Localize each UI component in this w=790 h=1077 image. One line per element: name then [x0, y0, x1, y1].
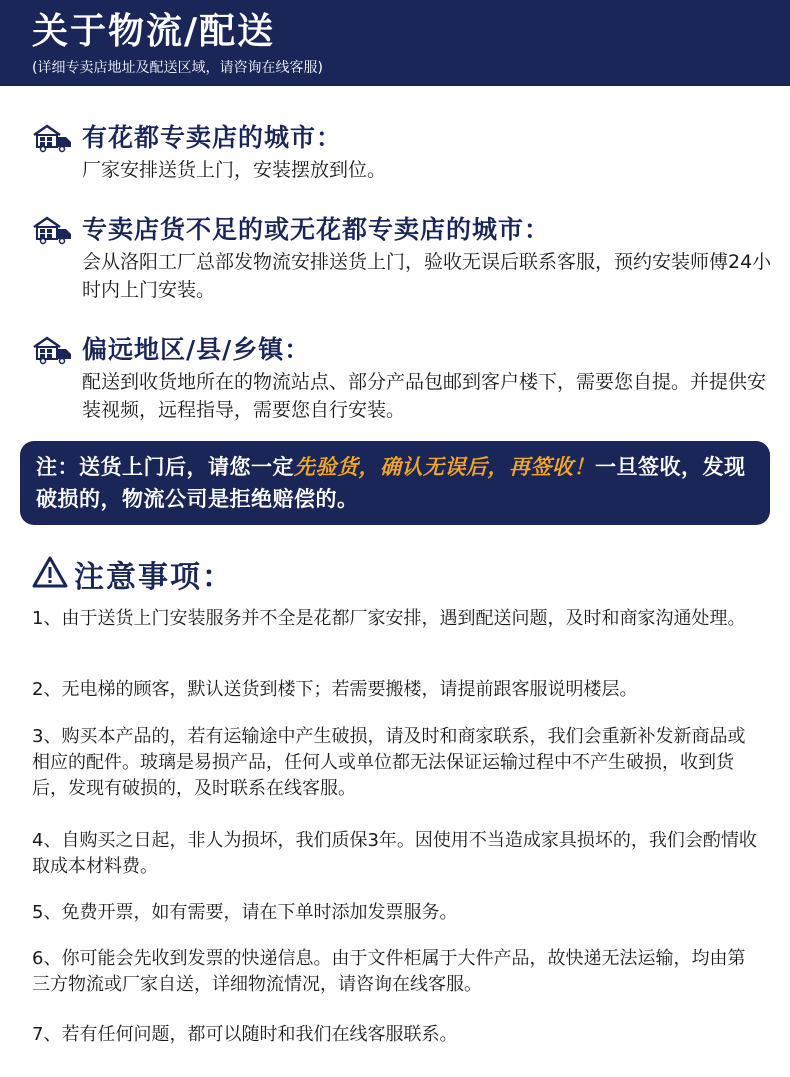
caution-item: 5、免费开票，如有需要，请在下单时添加发票服务。: [32, 902, 458, 923]
notice-text: [36, 451, 754, 515]
section-header: [32, 332, 772, 368]
warning-icon: [32, 555, 68, 593]
section-header: [32, 212, 772, 248]
notice-highlight: 先验货，确认无误后，再签收！: [294, 455, 595, 479]
section-title: 专卖店货不足的或无花都专卖店的城市：: [82, 215, 551, 244]
caution-header: [32, 552, 234, 596]
caution-item: 6、你可能会先收到发票的快递信息。由于文件柜属于大件产品，故快递无法运输，均由第三方物流或厂家自送，详细物流情况，请咨询在线客服。: [32, 948, 746, 995]
section-body: 厂家安排送货上门，安装摆放到位。: [82, 159, 387, 181]
delivery-truck-icon: [32, 123, 76, 153]
section-title: 有花都专卖店的城市：: [82, 123, 343, 152]
section-city-with-store: [32, 120, 772, 184]
caution-item: 1、由于送货上门安装服务并不全是花都厂家安排，遇到配送问题，及时和商家沟通处理。: [32, 608, 746, 629]
caution-title: 注意事项：: [74, 560, 234, 595]
notice-suffix: 一旦签收，发现破损的，物流公司是拒绝赔偿的。: [36, 455, 746, 511]
caution-item: 4、自购买之日起，非人为损坏，我们质保3年。因使用不当造成家具损坏的，我们会酌情收取成本材料费。: [32, 830, 757, 877]
section-body: 配送到收货地所在的物流站点、部分产品包邮到客户楼下，需要您自提。并提供安装视频，远程指导，需要您自行安装。: [82, 371, 767, 421]
caution-item: 2、无电梯的顾客，默认送货到楼下；若需要搬楼，请提前跟客服说明楼层。: [32, 679, 638, 700]
delivery-truck-icon: [32, 215, 76, 245]
section-body: 会从洛阳工厂总部发物流安排送货上门，验收无误后联系客服，预约安装师傅24小时内上门安装。: [82, 251, 772, 301]
section-header: [32, 120, 772, 156]
delivery-truck-icon: [32, 335, 76, 365]
inspection-notice: [20, 441, 770, 525]
page-header: [0, 0, 790, 86]
section-remote-areas: [32, 332, 772, 424]
page-title: 关于物流/配送: [32, 11, 276, 52]
page-subtitle: (详细专卖店地址及配送区域，请咨询在线客服): [32, 60, 323, 76]
caution-item: 7、若有任何问题，都可以随时和我们在线客服联系。: [32, 1024, 458, 1045]
section-city-without-store: [32, 212, 772, 304]
notice-prefix: 注：送货上门后，请您一定: [36, 455, 294, 479]
caution-item: 3、购买本产品的，若有运输途中产生破损，请及时和商家联系，我们会重新补发新商品或相应的配件。玻璃是易损产品，任何人或单位都无法保证运输过程中不产生破损，收到货后，发现有破损的，及时联系在线客服。: [32, 726, 746, 799]
section-title: 偏远地区/县/乡镇：: [82, 335, 311, 364]
